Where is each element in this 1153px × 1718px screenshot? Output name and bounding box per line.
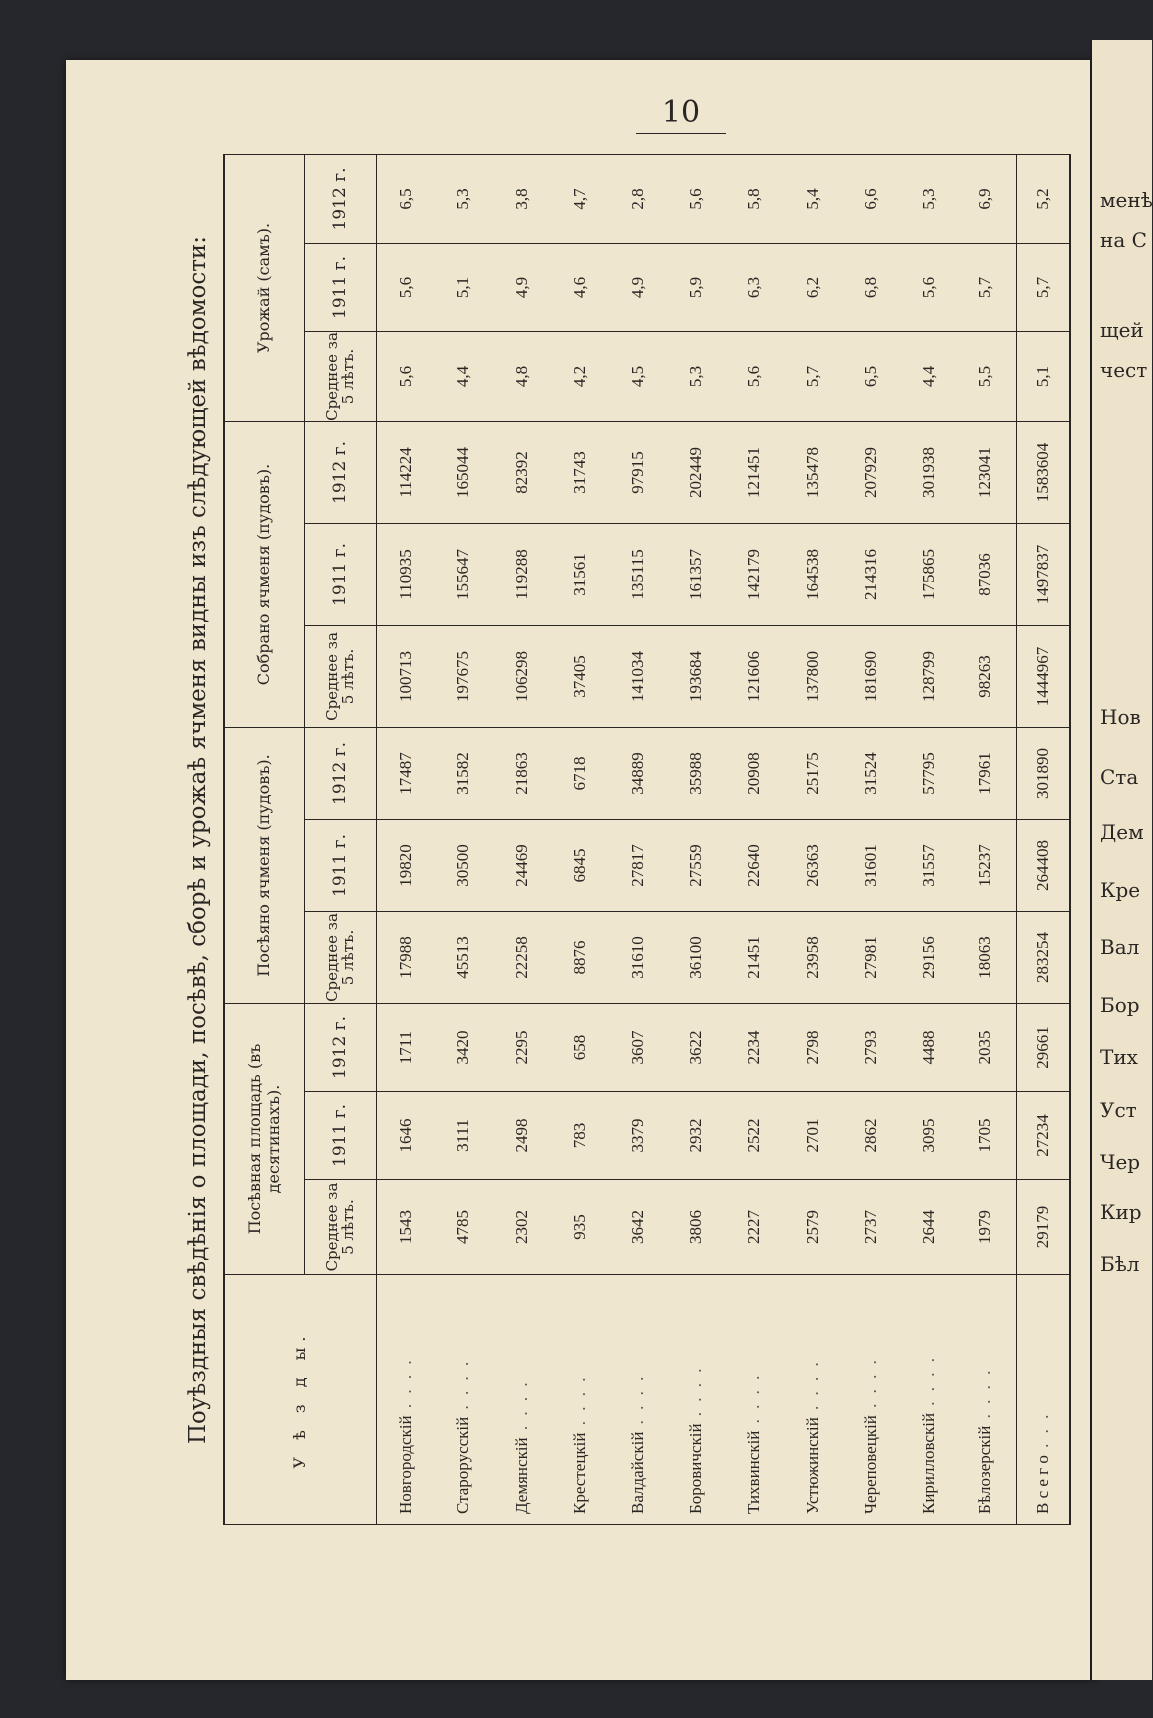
table-cell: 3607: [609, 1004, 667, 1092]
table-cell: 1705: [958, 1092, 1016, 1180]
table-cell: 121451: [725, 421, 783, 523]
group-header-area: Посѣвная площадь (въ десятинахъ).: [224, 1004, 305, 1275]
table-cell: 155647: [434, 523, 492, 625]
table-cell: 22640: [725, 820, 783, 912]
table-cell: 21863: [493, 727, 551, 819]
table-row: [609, 154, 667, 1524]
table-cell: 25175: [784, 727, 842, 819]
fragment: чест: [1100, 358, 1148, 382]
table-cell: 87036: [958, 523, 1016, 625]
table-cell: 4488: [900, 1004, 958, 1092]
table-cell: 5,8: [725, 154, 783, 243]
group-header-yield: Урожай (самъ).: [224, 154, 305, 421]
table-cell: 6845: [551, 820, 609, 912]
table-cell: 37405: [551, 625, 609, 727]
table-row: [667, 154, 725, 1524]
total-cell: 5,2: [1016, 154, 1070, 243]
table-cell: 2798: [784, 1004, 842, 1092]
table-cell: 137800: [784, 625, 842, 727]
total-label: В с е г о . . .: [1016, 1275, 1070, 1525]
table-cell: 193684: [667, 625, 725, 727]
col-header: 1912 г.: [305, 727, 377, 819]
table-cell: 6,5: [376, 154, 434, 243]
district-header: У ѣ з д ы.: [224, 1275, 376, 1525]
table-cell: 119288: [493, 523, 551, 625]
district-name: Череповецкій . . . .: [842, 1275, 900, 1525]
table-cell: 3806: [667, 1180, 725, 1275]
table-cell: 2522: [725, 1092, 783, 1180]
table-cell: 2035: [958, 1004, 1016, 1092]
table-cell: 1543: [376, 1180, 434, 1275]
district-name: Старорусскій . . . .: [434, 1275, 492, 1525]
table-row: [958, 154, 1016, 1524]
table-cell: 4,6: [551, 243, 609, 331]
table-cell: 5,3: [434, 154, 492, 243]
table-cell: 2,8: [609, 154, 667, 243]
table-cell: 21451: [725, 912, 783, 1004]
table-cell: 2234: [725, 1004, 783, 1092]
table-row: [842, 154, 900, 1524]
table-cell: 123041: [958, 421, 1016, 523]
table-cell: 3642: [609, 1180, 667, 1275]
table-cell: 202449: [667, 421, 725, 523]
table-cell: 31557: [900, 820, 958, 912]
table-cell: 1646: [376, 1092, 434, 1180]
table-cell: 3111: [434, 1092, 492, 1180]
fragment: на С: [1100, 228, 1147, 252]
fragment: Тих: [1100, 1045, 1138, 1069]
table-cell: 5,3: [667, 331, 725, 421]
table-cell: 4,5: [609, 331, 667, 421]
table-cell: 164538: [784, 523, 842, 625]
col-header: 1911 г.: [305, 820, 377, 912]
fragment: Бѣл: [1100, 1252, 1140, 1276]
table-cell: 27817: [609, 820, 667, 912]
table-row: [434, 154, 492, 1524]
table-cell: 4,2: [551, 331, 609, 421]
col-header: 1911 г.: [305, 243, 377, 331]
fragment: Ста: [1100, 765, 1139, 789]
total-row: [1016, 154, 1070, 1524]
table-row: [376, 154, 434, 1524]
col-header: Среднее за 5 лѣтъ.: [305, 1180, 377, 1275]
table-cell: 24469: [493, 820, 551, 912]
table-cell: 5,6: [725, 331, 783, 421]
table-cell: 31601: [842, 820, 900, 912]
col-header: 1911 г.: [305, 1092, 377, 1180]
table-cell: 6,9: [958, 154, 1016, 243]
table-cell: 5,6: [376, 243, 434, 331]
total-cell: 1497837: [1016, 523, 1070, 625]
table-cell: 57795: [900, 727, 958, 819]
district-name: Тихвинскій . . . .: [725, 1275, 783, 1525]
col-header: Среднее за 5 лѣтъ.: [305, 331, 377, 421]
table-cell: 6,2: [784, 243, 842, 331]
table-cell: 2644: [900, 1180, 958, 1275]
table-cell: 17988: [376, 912, 434, 1004]
table-cell: 22258: [493, 912, 551, 1004]
col-header: 1911 г.: [305, 523, 377, 625]
table-cell: 935: [551, 1180, 609, 1275]
table-cell: 31561: [551, 523, 609, 625]
total-cell: 29661: [1016, 1004, 1070, 1092]
table-cell: 31524: [842, 727, 900, 819]
table-cell: 34889: [609, 727, 667, 819]
page-number: 10: [626, 95, 736, 130]
table-cell: 5,1: [434, 243, 492, 331]
table-cell: 165044: [434, 421, 492, 523]
table-row: [900, 154, 958, 1524]
table-cell: 23958: [784, 912, 842, 1004]
fragment: щей: [1100, 318, 1144, 342]
table-cell: 2295: [493, 1004, 551, 1092]
fragment: Чер: [1100, 1150, 1141, 1174]
table-cell: 1979: [958, 1180, 1016, 1275]
table-cell: 3095: [900, 1092, 958, 1180]
fragment: Уст: [1100, 1098, 1137, 1122]
district-name: Боровичскій . . . .: [667, 1275, 725, 1525]
table-cell: 301938: [900, 421, 958, 523]
table-cell: 2579: [784, 1180, 842, 1275]
table-cell: 5,7: [784, 331, 842, 421]
total-cell: 5,1: [1016, 331, 1070, 421]
table-cell: 4,7: [551, 154, 609, 243]
table-cell: 2932: [667, 1092, 725, 1180]
group-header-sown: Посѣяно ячменя (пудовъ).: [224, 727, 305, 1003]
table-cell: 27559: [667, 820, 725, 912]
table-cell: 5,6: [667, 154, 725, 243]
table-cell: 1711: [376, 1004, 434, 1092]
table-cell: 29156: [900, 912, 958, 1004]
total-cell: 264408: [1016, 820, 1070, 912]
table-cell: 97915: [609, 421, 667, 523]
district-name: Демянскій . . . .: [493, 1275, 551, 1525]
table-cell: 5,4: [784, 154, 842, 243]
district-name: Крестецкій . . . .: [551, 1275, 609, 1525]
district-name: Новгородскій . . . .: [376, 1275, 434, 1525]
table-cell: 18063: [958, 912, 1016, 1004]
table-cell: 2498: [493, 1092, 551, 1180]
table-cell: 31743: [551, 421, 609, 523]
table-cell: 15237: [958, 820, 1016, 912]
adjacent-page-edge: [1090, 40, 1152, 1680]
col-header: Среднее за 5 лѣтъ.: [305, 625, 377, 727]
group-header-collected: Собрано ячменя (пудовъ).: [224, 421, 305, 727]
table-cell: 110935: [376, 523, 434, 625]
table-cell: 17487: [376, 727, 434, 819]
table-row: [725, 154, 783, 1524]
fragment: менѣ: [1100, 188, 1153, 212]
table-cell: 106298: [493, 625, 551, 727]
col-header: 1912 г.: [305, 154, 377, 243]
table-cell: 3,8: [493, 154, 551, 243]
table-cell: 4785: [434, 1180, 492, 1275]
table-cell: 2302: [493, 1180, 551, 1275]
table-cell: 197675: [434, 625, 492, 727]
table-cell: 2227: [725, 1180, 783, 1275]
barley-statistics-table: [223, 154, 1071, 1525]
table-cell: 5,5: [958, 331, 1016, 421]
table-cell: 3379: [609, 1092, 667, 1180]
table-cell: 181690: [842, 625, 900, 727]
table-cell: 207929: [842, 421, 900, 523]
table-cell: 6,8: [842, 243, 900, 331]
district-name: Валдайскій . . . .: [609, 1275, 667, 1525]
table-row: [551, 154, 609, 1524]
table-title: Поуѣздныя свѣдѣнія о площади, посѣвѣ, сборѣ и урожаѣ ячменя видны изъ слѣдующей вѣдомости:: [185, 235, 211, 1445]
fragment: Нов: [1100, 705, 1141, 729]
total-cell: 1583604: [1016, 421, 1070, 523]
table-cell: 4,9: [609, 243, 667, 331]
table-cell: 142179: [725, 523, 783, 625]
table-cell: 2737: [842, 1180, 900, 1275]
table-cell: 30500: [434, 820, 492, 912]
table-row: [784, 154, 842, 1524]
district-name: Устюжинскій . . . .: [784, 1275, 842, 1525]
district-name: Бѣлозерскій . . . .: [958, 1275, 1016, 1525]
table-cell: 4,9: [493, 243, 551, 331]
col-header: Среднее за 5 лѣтъ.: [305, 912, 377, 1004]
table-cell: 4,4: [434, 331, 492, 421]
table-row: [493, 154, 551, 1524]
table-cell: 4,8: [493, 331, 551, 421]
table-cell: 6,5: [842, 331, 900, 421]
table-cell: 141034: [609, 625, 667, 727]
table-cell: 82392: [493, 421, 551, 523]
table-cell: 20908: [725, 727, 783, 819]
table-cell: 31582: [434, 727, 492, 819]
table-cell: 783: [551, 1092, 609, 1180]
table-cell: 5,9: [667, 243, 725, 331]
table-cell: 6718: [551, 727, 609, 819]
table-cell: 45513: [434, 912, 492, 1004]
table-cell: 658: [551, 1004, 609, 1092]
table-cell: 35988: [667, 727, 725, 819]
table-cell: 5,7: [958, 243, 1016, 331]
table-cell: 98263: [958, 625, 1016, 727]
table-cell: 128799: [900, 625, 958, 727]
table-cell: 3420: [434, 1004, 492, 1092]
total-cell: 1444967: [1016, 625, 1070, 727]
table-cell: 175865: [900, 523, 958, 625]
col-header: 1912 г.: [305, 1004, 377, 1092]
table-cell: 26363: [784, 820, 842, 912]
total-cell: 29179: [1016, 1180, 1070, 1275]
table-cell: 17961: [958, 727, 1016, 819]
table-cell: 2701: [784, 1092, 842, 1180]
total-cell: 301890: [1016, 727, 1070, 819]
table-cell: 31610: [609, 912, 667, 1004]
table-cell: 2862: [842, 1092, 900, 1180]
table-cell: 161357: [667, 523, 725, 625]
table-cell: 36100: [667, 912, 725, 1004]
table-cell: 135478: [784, 421, 842, 523]
table-cell: 8876: [551, 912, 609, 1004]
table-cell: 100713: [376, 625, 434, 727]
table-cell: 27981: [842, 912, 900, 1004]
fragment: Дем: [1100, 820, 1144, 844]
total-cell: 283254: [1016, 912, 1070, 1004]
table-cell: 4,4: [900, 331, 958, 421]
table-cell: 135115: [609, 523, 667, 625]
table-cell: 5,6: [376, 331, 434, 421]
table-cell: 19820: [376, 820, 434, 912]
fragment: Бор: [1100, 993, 1140, 1017]
total-cell: 27234: [1016, 1092, 1070, 1180]
fragment: Вал: [1100, 935, 1140, 959]
rotated-table-block: [185, 155, 1075, 1525]
table-cell: 3622: [667, 1004, 725, 1092]
total-cell: 5,7: [1016, 243, 1070, 331]
table-cell: 6,3: [725, 243, 783, 331]
table-cell: 121606: [725, 625, 783, 727]
table-cell: 114224: [376, 421, 434, 523]
table-cell: 214316: [842, 523, 900, 625]
fragment: Кре: [1100, 878, 1141, 902]
table-cell: 6,6: [842, 154, 900, 243]
col-header: 1912 г.: [305, 421, 377, 523]
fragment: Кир: [1100, 1200, 1142, 1224]
table-cell: 5,6: [900, 243, 958, 331]
district-name: Кирилловскій . . . .: [900, 1275, 958, 1525]
table-cell: 5,3: [900, 154, 958, 243]
table-cell: 2793: [842, 1004, 900, 1092]
